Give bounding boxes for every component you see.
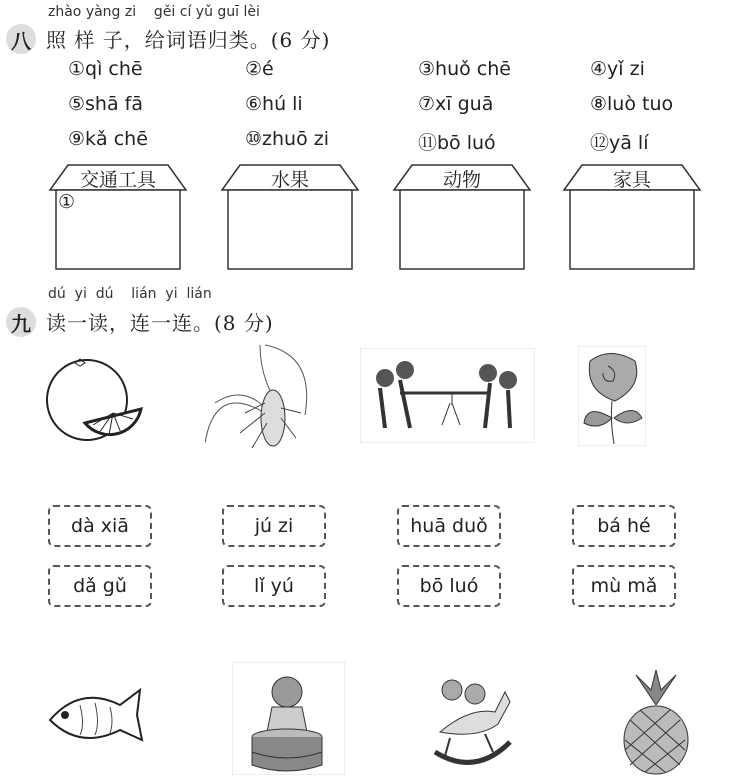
section8-title: 照 样 子，给词语归类。(6 分) <box>46 28 331 52</box>
word-item: ⑤shā fā <box>68 93 143 115</box>
word-item: ⑨kǎ chē <box>68 128 148 150</box>
tug-of-war-picture[interactable] <box>360 348 535 443</box>
carp-picture[interactable] <box>45 685 145 750</box>
word-item: ⑫yā lí <box>590 132 649 154</box>
word-item: ⑪bō luó <box>418 132 496 154</box>
pinyin-card[interactable]: lǐ yú <box>222 565 326 607</box>
category-house <box>48 163 188 271</box>
section9-title: 读一读，连一连。(8 分) <box>46 311 274 335</box>
word-item: ⑦xī guā <box>418 93 494 115</box>
category-label: 交通工具 <box>79 169 156 191</box>
word-item: ①qì chē <box>68 58 143 80</box>
section8-pinyin: zhào yàng zi gěi cí yǔ guī lèi <box>48 4 260 20</box>
category-house <box>562 163 702 271</box>
section9-pinyin: dú yi dú lián yi lián <box>48 286 212 302</box>
section9-number: 九 <box>6 307 36 337</box>
pinyin-card[interactable]: bō luó <box>397 565 501 607</box>
section8-number: 八 <box>6 24 36 54</box>
lobster-picture[interactable] <box>205 343 320 451</box>
category-label: 水果 <box>270 169 309 191</box>
word-item: ⑥hú li <box>245 93 303 115</box>
word-item: ⑧luò tuo <box>590 93 674 115</box>
category-label: 家具 <box>612 169 651 191</box>
rocking-horse-picture[interactable] <box>430 672 512 770</box>
word-item: ⑩zhuō zi <box>245 128 330 150</box>
pinyin-card[interactable]: jú zi <box>222 505 326 547</box>
rose-picture[interactable] <box>578 346 646 446</box>
category-answer-area[interactable]: ① <box>58 191 76 213</box>
category-label: 动物 <box>442 169 481 191</box>
word-item: ②é <box>245 58 274 80</box>
pinyin-card[interactable]: dà xiā <box>48 505 152 547</box>
pinyin-card[interactable]: huā duǒ <box>397 505 501 547</box>
pinyin-card[interactable]: mù mǎ <box>572 565 676 607</box>
word-item: ③huǒ chē <box>418 58 511 80</box>
word-item: ④yǐ zi <box>590 58 645 80</box>
orange-picture[interactable] <box>45 355 145 450</box>
category-house <box>392 163 532 271</box>
pinyin-card[interactable]: bá hé <box>572 505 676 547</box>
drum-picture[interactable] <box>232 662 345 775</box>
pinyin-card[interactable]: dǎ gǔ <box>48 565 152 607</box>
pineapple-picture[interactable] <box>610 670 702 775</box>
category-house <box>220 163 360 271</box>
